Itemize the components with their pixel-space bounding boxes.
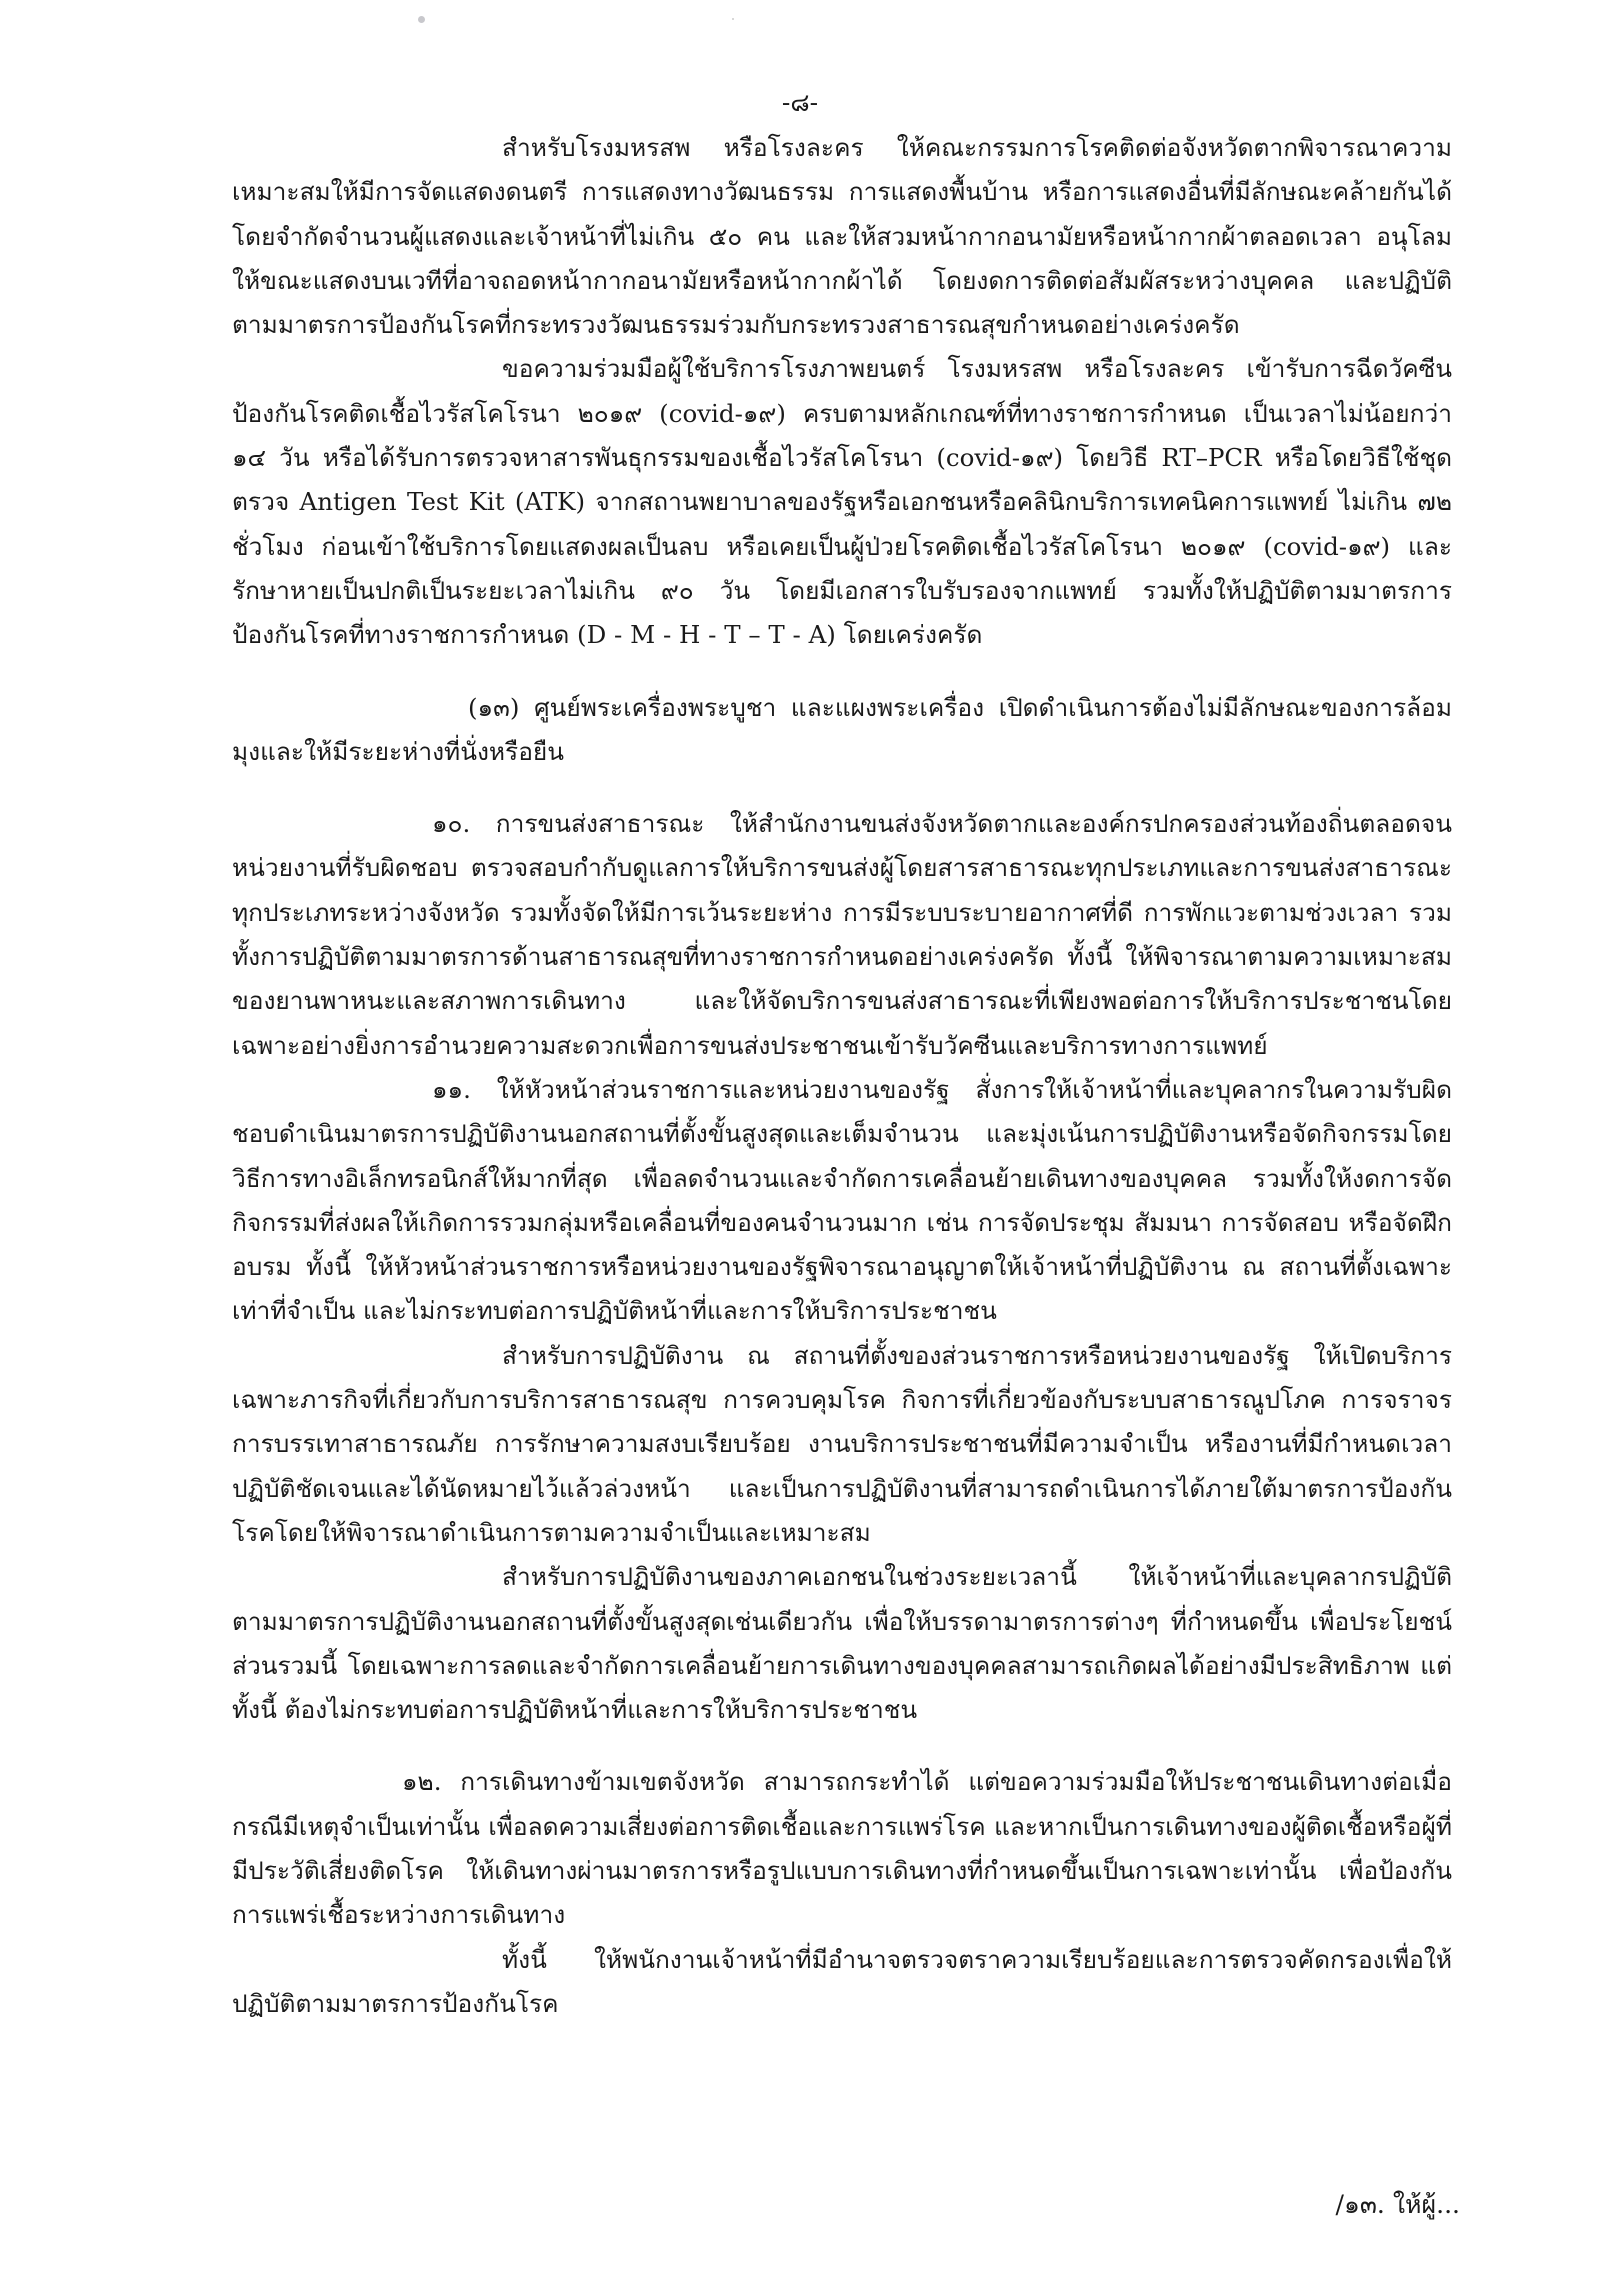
scan-speck	[732, 18, 734, 20]
page-number: -๘-	[781, 88, 819, 117]
paragraph-onsite-services: สำหรับการปฏิบัติงาน ณ สถานที่ตั้งของส่วนราชการหรือหน่วยงานของรัฐ ให้เปิดบริการเฉพาะภารกิจที่เกี่ยวกับการบริการสาธารณสุข การควบคุมโรค กิจการที่เกี่ยวข้องกับระบบสาธารณูปโภค การจราจร การบรรเทาสาธารณภัย การรักษาความสงบเรียบร้อย งานบริการประชาชนที่มีความจำเป็น หรืองานที่มีกำหนดเวลาปฏิบัติชัดเจนและได้นัดหมายไว้แล้วล่วงหน้า และเป็นการปฏิบัติงานที่สามารถดำเนินการได้ภายใต้มาตรการป้องกันโรคโดยให้พิจารณาดำเนินการตามความจำเป็นและเหมาะสม	[232, 1340, 1452, 1547]
scan-speck	[418, 16, 425, 23]
paragraph-cinema-vaccination: ขอความร่วมมือผู้ใช้บริการโรงภาพยนตร์ โรงมหรสพ หรือโรงละคร เข้ารับการฉีดวัคซีนป้องกันโรคติดเชื้อไวรัสโคโรนา ๒๐๑๙ (covid-๑๙) ครบตามหลักเกณฑ์ที่ทางราชการกำหนด เป็นเวลาไม่น้อยกว่า ๑๔ วัน หรือได้รับการตรวจหาสารพันธุกรรมของเชื้อไวรัสโคโรนา (covid-๑๙) โดยวิธี RT–PCR หรือโดยวิธีใช้ชุดตรวจ Antigen Test Kit (ATK) จากสถานพยาบาลของรัฐหรือเอกชนหรือคลินิกบริการเทคนิคการแพทย์ ไม่เกิน ๗๒ ชั่วโมง ก่อนเข้าใช้บริการโดยแสดงผลเป็นลบ หรือเคยเป็นผู้ป่วยโรคติดเชื้อไวรัสโคโรนา ๒๐๑๙ (covid-๑๙) และรักษาหายเป็นปกติเป็นระยะเวลาไม่เกิน ๙๐ วัน โดยมีเอกสารใบรับรองจากแพทย์ รวมทั้งให้ปฏิบัติตามมาตรการป้องกันโรคที่ทางราชการกำหนด (D - M - H - T – T - A) โดยเคร่งครัด	[232, 354, 1452, 650]
paragraph-inspection: ทั้งนี้ ให้พนักงานเจ้าหน้าที่มีอำนาจตรวจตราความเรียบร้อยและการตรวจคัดกรองเพื่อให้ปฏิบัติตามมาตรการป้องกันโรค	[232, 1944, 1452, 2018]
paragraph-amulet-center: (๑๓) ศูนย์พระเครื่องพระบูชา และแผงพระเครื่อง เปิดดำเนินการต้องไม่มีลักษณะของการล้อมมุงและให้มีระยะห่างที่นั่งหรือยืน	[232, 692, 1452, 766]
paragraph-interprovincial-travel: ๑๒. การเดินทางข้ามเขตจังหวัด สามารถกระทำได้ แต่ขอความร่วมมือให้ประชาชนเดินทางต่อเมื่อกรณีมีเหตุจำเป็นเท่านั้น เพื่อลดความเสี่ยงต่อการติดเชื้อและการแพร่โรค และหากเป็นการเดินทางของผู้ติดเชื้อหรือผู้ที่มีประวัติเสี่ยงติดโรค ให้เดินทางผ่านมาตรการหรือรูปแบบการเดินทางที่กำหนดขึ้นเป็นการเฉพาะเท่านั้น เพื่อป้องกันการแพร่เชื้อระหว่างการเดินทาง	[232, 1767, 1452, 1930]
document-body	[232, 126, 1452, 2026]
paragraph-government-work: ๑๑. ให้หัวหน้าส่วนราชการและหน่วยงานของรัฐ สั่งการให้เจ้าหน้าที่และบุคลากรในความรับผิดชอบดำเนินมาตรการปฏิบัติงานนอกสถานที่ตั้งขั้นสูงสุดและเต็มจำนวน และมุ่งเน้นการปฏิบัติงานหรือจัดกิจกรรมโดยวิธีการทางอิเล็กทรอนิกส์ให้มากที่สุด เพื่อลดจำนวนและจำกัดการเคลื่อนย้ายเดินทางของบุคคล รวมทั้งให้งดการจัดกิจกรรมที่ส่งผลให้เกิดการรวมกลุ่มหรือเคลื่อนที่ของคนจำนวนมาก เช่น การจัดประชุม สัมมนา การจัดสอบ หรือจัดฝึกอบรม ทั้งนี้ ให้หัวหน้าส่วนราชการหรือหน่วยงานของรัฐพิจารณาอนุญาตให้เจ้าหน้าที่ปฏิบัติงาน ณ สถานที่ตั้งเฉพาะเท่าที่จำเป็น และไม่กระทบต่อการปฏิบัติหน้าที่และการให้บริการประชาชน	[232, 1074, 1452, 1326]
paragraph-public-transport: ๑๐. การขนส่งสาธารณะ ให้สำนักงานขนส่งจังหวัดตากและองค์กรปกครองส่วนท้องถิ่นตลอดจนหน่วยงานที่รับผิดชอบ ตรวจสอบกำกับดูแลการให้บริการขนส่งผู้โดยสารสาธารณะทุกประเภทและการขนส่งสาธารณะทุกประเภทระหว่างจังหวัด รวมทั้งจัดให้มีการเว้นระยะห่าง การมีระบบระบายอากาศที่ดี การพักแวะตามช่วงเวลา รวมทั้งการปฏิบัติตามมาตรการด้านสาธารณสุขที่ทางราชการกำหนดอย่างเคร่งครัด ทั้งนี้ ให้พิจารณาตามความเหมาะสมของยานพาหนะและสภาพการเดินทาง และให้จัดบริการขนส่งสาธารณะที่เพียงพอต่อการให้บริการประชาชนโดยเฉพาะอย่างยิ่งการอำนวยความสะดวกเพื่อการขนส่งประชาชนเข้ารับวัคซีนและบริการทางการแพทย์	[232, 809, 1452, 1060]
paragraph-private-sector: สำหรับการปฏิบัติงานของภาคเอกชนในช่วงระยะเวลานี้ ให้เจ้าหน้าที่และบุคลากรปฏิบัติตามมาตรการปฏิบัติงานนอกสถานที่ตั้งขั้นสูงสุดเช่นเดียวกัน เพื่อให้บรรดามาตรการต่างๆ ที่กำหนดขึ้น เพื่อประโยชน์ส่วนรวมนี้ โดยเฉพาะการลดและจำกัดการเคลื่อนย้ายการเดินทางของบุคคลสามารถเกิดผลได้อย่างมีประสิทธิภาพ แต่ทั้งนี้ ต้องไม่กระทบต่อการปฏิบัติหน้าที่และการให้บริการประชาชน	[232, 1562, 1452, 1725]
continuation-reference: /๑๓. ให้ผู้...	[1335, 2190, 1460, 2219]
paragraph-theater-performance: สำหรับโรงมหรสพ หรือโรงละคร ให้คณะกรรมการโรคติดต่อจังหวัดตากพิจารณาความเหมาะสมให้มีการจัดแสดงดนตรี การแสดงทางวัฒนธรรม การแสดงพื้นบ้าน หรือการแสดงอื่นที่มีลักษณะคล้ายกันได้ โดยจำกัดจำนวนผู้แสดงและเจ้าหน้าที่ไม่เกิน ๕๐ คน และให้สวมหน้ากากอนามัยหรือหน้ากากผ้าตลอดเวลา อนุโลมให้ขณะแสดงบนเวทีที่อาจถอดหน้ากากอนามัยหรือหน้ากากผ้าได้ โดยงดการติดต่อสัมผัสระหว่างบุคคล และปฏิบัติตามมาตรการป้องกันโรคที่กระทรวงวัฒนธรรมร่วมกับกระทรวงสาธารณสุขกำหนดอย่างเคร่งครัด	[232, 133, 1452, 340]
